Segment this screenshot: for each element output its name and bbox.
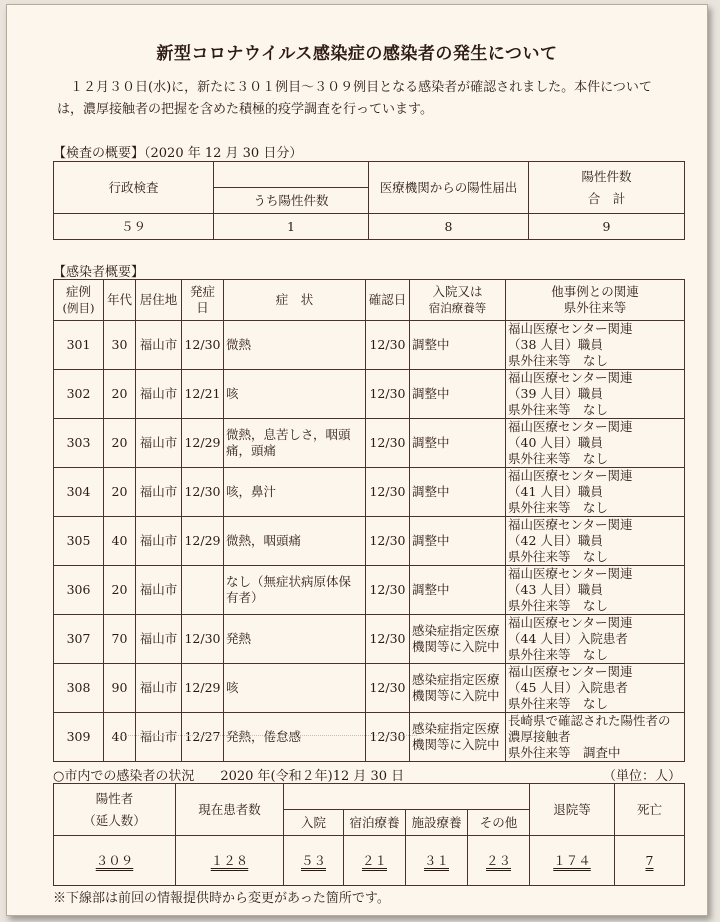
case-confirm: 12/30 — [366, 419, 410, 468]
case-relation-line: 県外往来等 なし — [508, 500, 609, 515]
case-relation — [506, 566, 685, 615]
case-symptom: 発熱，倦怠感 — [224, 713, 366, 762]
case-relation-line: （41 人目）職員 — [508, 484, 603, 499]
case-confirm: 12/30 — [366, 664, 410, 713]
case-relation — [506, 419, 685, 468]
value-other: ２３ — [468, 836, 530, 886]
case-no: 308 — [54, 664, 104, 713]
status-heading: ○市内での感染者の状況 2020 年(令和２年)12 月 30 日 — [53, 769, 405, 784]
case-relation-line: 県外往来等 なし — [508, 549, 609, 564]
case-confirm: 12/30 — [366, 713, 410, 762]
case-age: 20 — [104, 419, 136, 468]
case-age: 30 — [104, 321, 136, 370]
case-residence: 福山市 — [136, 321, 182, 370]
case-residence: 福山市 — [136, 664, 182, 713]
case-relation — [506, 615, 685, 664]
case-admission: 調整中 — [410, 566, 506, 615]
value-discharged: １７４ — [530, 836, 615, 886]
intro-paragraph: １２月３０日(水)に，新たに３０１例目～３０９例目となる感染者が確認されました。本件については，濃厚接触者の把握を含めた積極的疫学調査を行っています。 — [57, 80, 652, 117]
header-residence: 居住地 — [136, 280, 182, 321]
case-symptom: 微熱 — [224, 321, 366, 370]
case-symptom: 微熱，咽頭痛 — [224, 517, 366, 566]
header-facility: 施設療養 — [406, 810, 468, 836]
value-current: １２８ — [176, 836, 284, 886]
table-row — [54, 664, 685, 713]
case-relation-line: 福山医療センター関連 — [508, 566, 633, 581]
case-symptom: 咳，鼻汁 — [224, 468, 366, 517]
case-symptom: 咳 — [224, 370, 366, 419]
case-no: 305 — [54, 517, 104, 566]
case-age: 20 — [104, 468, 136, 517]
case-relation-line: 福山医療センター関連 — [508, 370, 633, 385]
case-symptom: 微熱，息苦しさ，咽頭痛，頭痛 — [224, 419, 366, 468]
case-relation-line: （39 人目）職員 — [508, 386, 603, 401]
table-row — [54, 566, 685, 615]
case-relation-line: 福山医療センター関連 — [508, 664, 633, 679]
header-positive — [54, 784, 176, 836]
header-relation — [506, 280, 685, 321]
case-relation — [506, 517, 685, 566]
case-relation — [506, 370, 685, 419]
case-symptom: なし（無症状病原体保有者） — [224, 566, 366, 615]
case-admission: 感染症指定医療機関等に入院中 — [410, 664, 506, 713]
case-relation-line: 福山医療センター関連 — [508, 615, 633, 630]
case-no: 302 — [54, 370, 104, 419]
header-positive-line1: 陽性者 — [95, 790, 134, 806]
case-onset: 12/29 — [182, 517, 224, 566]
header-age: 年代 — [104, 280, 136, 321]
case-relation-line: （44 人目）入院患者 — [508, 631, 628, 646]
case-age: 20 — [104, 566, 136, 615]
case-symptom: 発熱 — [224, 615, 366, 664]
header-symptom: 症 状 — [224, 280, 366, 321]
case-no: 307 — [54, 615, 104, 664]
header-discharged: 退院等 — [530, 784, 615, 836]
header-case-no-line1: 症例 — [65, 284, 91, 299]
case-residence: 福山市 — [136, 419, 182, 468]
header-total-line1: 陽性件数 — [581, 168, 632, 184]
document-page — [6, 4, 708, 916]
case-relation-line: 福山医療センター関連 — [508, 321, 633, 336]
case-residence: 福山市 — [136, 468, 182, 517]
case-onset: 12/29 — [182, 419, 224, 468]
case-admission: 調整中 — [410, 370, 506, 419]
case-admission: 感染症指定医療機関等に入院中 — [410, 713, 506, 762]
value-hotel: ２１ — [344, 836, 406, 886]
case-admission: 調整中 — [410, 419, 506, 468]
cases-table — [53, 279, 685, 762]
value-admin-positive: 1 — [214, 214, 369, 240]
case-relation-line: 県外往来等 なし — [508, 598, 609, 613]
case-relation-line: 福山医療センター関連 — [508, 517, 633, 532]
case-confirm: 12/30 — [366, 566, 410, 615]
case-residence: 福山市 — [136, 566, 182, 615]
status-unit: （単位：人） — [603, 769, 682, 784]
header-hospital: 入院 — [284, 810, 344, 836]
table-row — [54, 517, 685, 566]
case-no: 306 — [54, 566, 104, 615]
case-relation-line: （38 人目）職員 — [508, 337, 603, 352]
case-relation-line: 長崎県で確認された陽性者の — [508, 713, 671, 728]
case-relation — [506, 321, 685, 370]
case-confirm: 12/30 — [366, 517, 410, 566]
case-confirm: 12/30 — [366, 468, 410, 517]
header-case-no-line2: (例目) — [62, 301, 95, 315]
status-table — [53, 783, 685, 886]
header-relation-line2: 県外往来等 — [563, 300, 627, 315]
case-age: 20 — [104, 370, 136, 419]
case-residence: 福山市 — [136, 615, 182, 664]
case-relation — [506, 664, 685, 713]
case-age: 90 — [104, 664, 136, 713]
footnote: ※下線部は前回の情報提供時から変更があった箇所です。 — [53, 891, 390, 906]
case-relation-line: 県外往来等 なし — [508, 353, 609, 368]
header-total-line2: 合 計 — [587, 190, 626, 206]
case-onset: 12/29 — [182, 664, 224, 713]
case-relation-line: （45 人目）入院患者 — [508, 680, 628, 695]
header-admin-positive: うち陽性件数 — [214, 188, 369, 214]
case-onset: 12/30 — [182, 321, 224, 370]
header-positive-line2: （延人数） — [83, 812, 146, 828]
header-onset: 発症日 — [182, 280, 224, 321]
case-age: 40 — [104, 517, 136, 566]
header-admin: 行政検査 — [54, 162, 214, 214]
case-relation-line: 福山医療センター関連 — [508, 468, 633, 483]
case-onset: 12/27 — [182, 713, 224, 762]
header-total — [529, 162, 685, 214]
case-onset: 12/30 — [182, 615, 224, 664]
case-relation-line: 県外往来等 なし — [508, 696, 609, 711]
value-facility: ３１ — [406, 836, 468, 886]
case-residence: 福山市 — [136, 517, 182, 566]
value-hospital: ５３ — [284, 836, 344, 886]
header-admission — [410, 280, 506, 321]
header-admission-line1: 入院又は — [432, 284, 483, 299]
header-confirm: 確認日 — [366, 280, 410, 321]
page-title: 新型コロナウイルス感染症の感染者の発生について — [156, 44, 558, 64]
value-positive: ３０９ — [54, 836, 176, 886]
header-other: その他 — [468, 810, 530, 836]
header-medical: 医療機関からの陽性届出 — [369, 162, 529, 214]
case-relation-line: 県外往来等 なし — [508, 451, 609, 466]
case-relation — [506, 468, 685, 517]
case-symptom: 咳 — [224, 664, 366, 713]
header-death: 死亡 — [615, 784, 685, 836]
case-relation-line: 県外往来等 調査中 — [508, 745, 621, 760]
case-relation-line: （40 人目）職員 — [508, 435, 603, 450]
case-confirm: 12/30 — [366, 370, 410, 419]
value-medical: 8 — [369, 214, 529, 240]
case-relation-line: 福山医療センター関連 — [508, 419, 633, 434]
case-admission: 感染症指定医療機関等に入院中 — [410, 615, 506, 664]
case-onset: 12/30 — [182, 468, 224, 517]
case-relation — [506, 713, 685, 762]
case-admission: 調整中 — [410, 321, 506, 370]
table-row — [54, 615, 685, 664]
case-no: 303 — [54, 419, 104, 468]
header-relation-line1: 他事例との関連 — [551, 284, 639, 299]
inspection-table — [53, 161, 685, 240]
value-death: 7 — [615, 836, 685, 886]
inspection-heading: 【検査の概要】（2020 年 12 月 30 日分） — [53, 146, 303, 161]
header-admission-line2: 宿泊療養等 — [428, 301, 487, 315]
case-confirm: 12/30 — [366, 321, 410, 370]
case-relation-line: 濃厚接触者 — [508, 729, 571, 744]
header-case-no — [54, 280, 104, 321]
header-hotel: 宿泊療養 — [344, 810, 406, 836]
case-relation-line: 県外往来等 なし — [508, 647, 609, 662]
case-onset: 12/21 — [182, 370, 224, 419]
table-row — [54, 370, 685, 419]
divider — [117, 735, 417, 744]
case-relation-line: 県外往来等 なし — [508, 402, 609, 417]
case-relation-line: （43 人目）職員 — [508, 582, 603, 597]
case-relation-line: （42 人目）職員 — [508, 533, 603, 548]
case-no: 304 — [54, 468, 104, 517]
case-no: 301 — [54, 321, 104, 370]
case-residence: 福山市 — [136, 370, 182, 419]
case-no: 309 — [54, 713, 104, 762]
table-row — [54, 419, 685, 468]
case-admission: 調整中 — [410, 468, 506, 517]
case-admission: 調整中 — [410, 517, 506, 566]
case-onset — [182, 566, 224, 615]
value-total: 9 — [529, 214, 685, 240]
case-age: 70 — [104, 615, 136, 664]
case-age: 40 — [104, 713, 136, 762]
table-row — [54, 321, 685, 370]
case-residence: 福山市 — [136, 713, 182, 762]
case-confirm: 12/30 — [366, 615, 410, 664]
cases-heading: 【感染者概要】 — [53, 265, 145, 280]
value-admin: ５９ — [54, 214, 214, 240]
table-row — [54, 468, 685, 517]
header-current: 現在患者数 — [176, 784, 284, 836]
